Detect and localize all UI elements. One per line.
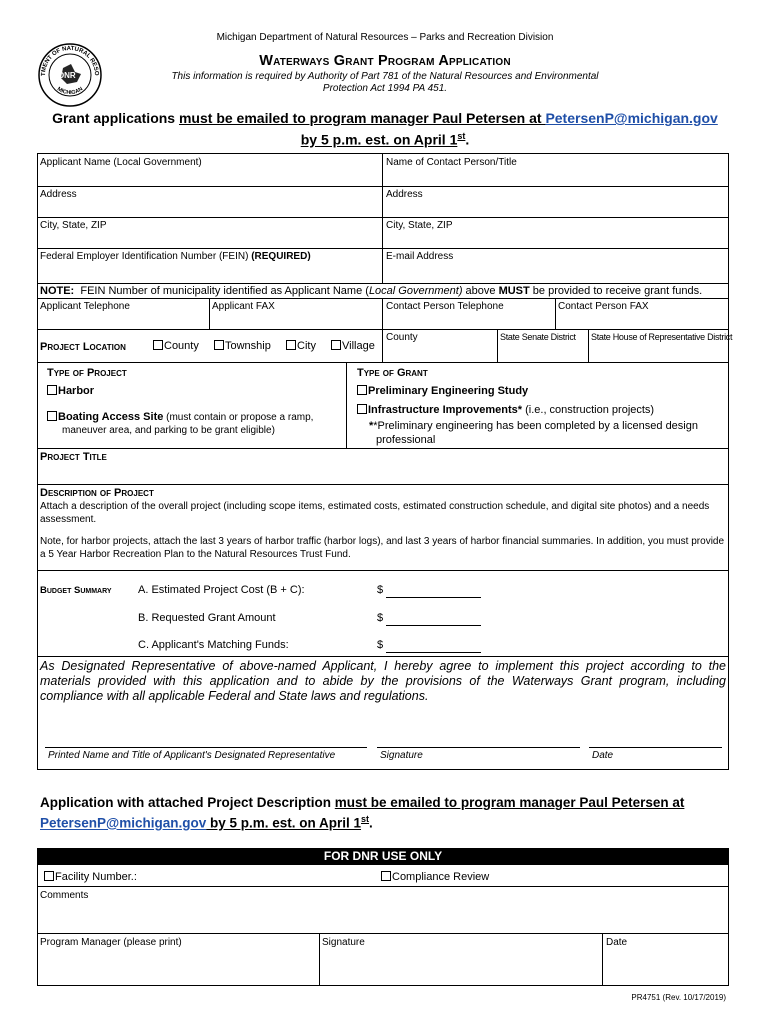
location-county-option[interactable] (153, 340, 199, 352)
notice-underlined: must be emailed to program manager Paul Petersen at (178, 110, 546, 126)
footer-email-link[interactable]: PetersenP@michigan.gov (40, 815, 207, 831)
budget-b-label: B. Requested Grant Amount (138, 612, 276, 624)
note-label: NOTE: (40, 285, 75, 297)
village-checkbox-label: Village (342, 340, 375, 352)
budget-c-dollar: $ (377, 639, 384, 651)
printed-name-line[interactable] (45, 747, 367, 748)
comments-field[interactable]: Comments (40, 890, 89, 901)
preliminary-engineering-option[interactable] (357, 385, 528, 397)
boating-access-label: Boating Access Site (58, 411, 164, 423)
agency-name: Michigan Department of Natural Resources – Parks and Recreation Division (216, 32, 554, 43)
boating-access-checkbox[interactable] (47, 411, 57, 421)
location-city-option[interactable] (286, 340, 316, 352)
compliance-review-label: Compliance Review (392, 871, 490, 883)
type-of-project-heading: Type of Project (47, 367, 127, 379)
budget-a-input[interactable] (386, 597, 481, 598)
fein-field[interactable] (40, 251, 311, 262)
note-text-1: FEIN Number of municipality identified as Applicant Name ( (80, 285, 369, 297)
budget-c-label: C. Applicant's Matching Funds: (138, 639, 289, 651)
footer-notice-rest: by 5 p.m. est. on April 1 (206, 815, 362, 831)
date-label: Date (592, 750, 614, 761)
dnr-signature-field[interactable]: Signature (322, 937, 365, 948)
house-district-field[interactable]: State House of Representative District (591, 332, 733, 342)
notice-pre: Grant applications (52, 110, 179, 126)
facility-number-label: Facility Number.: (55, 871, 137, 883)
dnr-date-field[interactable]: Date (606, 937, 628, 948)
preliminary-engineering-checkbox[interactable] (357, 385, 367, 395)
budget-summary-heading: Budget Summary (40, 585, 112, 596)
authority-text: This information is required by Authority of Part 781 of the Natural Resources and Environmental (171, 71, 599, 82)
city-checkbox-label: City (297, 340, 316, 352)
budget-c-input[interactable] (386, 652, 481, 653)
contact-name-field[interactable]: Name of Contact Person/Title (386, 157, 517, 168)
date-line[interactable] (589, 747, 722, 748)
note-text-2: above (462, 285, 499, 297)
notice-sup: st (457, 131, 466, 141)
note-italic: Local Government) (368, 285, 463, 297)
senate-district-field[interactable]: State Senate District (500, 332, 576, 342)
contact-telephone-field[interactable]: Contact Person Telephone (386, 301, 504, 312)
county-checkbox-label: County (164, 340, 199, 352)
description-text-2: Note, for harbor projects, attach the last 3 years of harbor traffic (harbor logs), and last 3 years of harbor financial summaries. In addition, you must provide a 5 Year Harbor Recreation Plan to the Natural Resources Trust Fund. (40, 536, 725, 560)
seal-text-top: TMENT OF NATURAL RESO (40, 45, 100, 77)
applicant-name-field[interactable]: Applicant Name (Local Government) (40, 157, 202, 168)
signature-label: Signature (380, 750, 423, 761)
note-text-3: be provided to receive grant funds. (529, 285, 703, 297)
infrastructure-label: Infrastructure Improvements* (368, 404, 523, 416)
budget-b-input[interactable] (386, 625, 481, 626)
facility-number-field[interactable] (44, 871, 137, 883)
authority-text-2: Protection Act 1994 PA 451. (322, 83, 448, 94)
note-must: MUST (498, 285, 530, 297)
township-checkbox[interactable] (214, 340, 224, 350)
infrastructure-note: (i.e., construction projects) (522, 404, 655, 416)
boating-access-note: (must contain or propose a ramp, (163, 412, 314, 423)
fein-required: (REQUIRED) (251, 251, 311, 262)
compliance-review-checkbox[interactable] (381, 871, 391, 881)
footer-notice-underlined: must be emailed to program manager Paul Petersen at (334, 795, 685, 810)
preliminary-engineering-label: Preliminary Engineering Study (368, 385, 529, 397)
harbor-option[interactable] (47, 385, 94, 397)
submission-notice (0, 109, 770, 149)
contact-address-field[interactable]: Address (386, 189, 423, 200)
prelim-completed-note-2: professional (376, 434, 436, 446)
project-location-label: Project Location (40, 341, 126, 353)
harbor-checkbox[interactable] (47, 385, 57, 395)
email-field[interactable]: E-mail Address (386, 251, 454, 262)
boating-access-note-2: maneuver area, and parking to be grant eligible) (62, 425, 275, 436)
contact-city-field[interactable]: City, State, ZIP (386, 220, 453, 231)
location-village-option[interactable] (331, 340, 375, 352)
page-title: Waterways Grant Program Application (259, 53, 511, 69)
prelim-completed-note: **Preliminary engineering has been completed by a licensed design (369, 420, 698, 432)
applicant-city-field[interactable]: City, State, ZIP (40, 220, 107, 231)
compliance-review-field[interactable] (381, 871, 489, 883)
notice-deadline: by 5 p.m. est. on April 1 (300, 131, 458, 148)
county-field[interactable]: County (386, 332, 418, 343)
fein-label: Federal Employer Identification Number (FEIN) (40, 251, 249, 262)
city-checkbox[interactable] (286, 340, 296, 350)
footer-notice-sup: st (361, 814, 370, 824)
budget-a-dollar: $ (377, 584, 384, 596)
description-text-1: Attach a description of the overall project (including scope items, estimated costs, estimated construction schedule, and digital site photos) and a needs assessment. (40, 501, 710, 525)
seal-text-bottom: MICHIGAN (55, 86, 85, 97)
agreement-text: As Designated Representative of above-named Applicant, I hereby agree to implement this project according to the materials provided with this application and to abide by the provisions of the Waterways Grant program, including compliance with all applicable Federal and State laws and regulations. (40, 659, 726, 703)
fein-note (40, 285, 702, 297)
notice-end: . (465, 131, 470, 148)
footer-notice-pre: Application with attached Project Description (40, 795, 335, 810)
harbor-label: Harbor (58, 385, 95, 397)
seal-center: DNR (58, 71, 76, 80)
prelim-completed-note-text: *Preliminary engineering has been completed by a licensed design (373, 420, 698, 432)
form-number: PR4751 (Rev. 10/17/2019) (631, 993, 726, 1002)
dnr-use-section (37, 848, 729, 986)
infrastructure-checkbox[interactable] (357, 404, 367, 414)
county-checkbox[interactable] (153, 340, 163, 350)
signature-line[interactable] (377, 747, 580, 748)
dnr-use-heading: FOR DNR USE ONLY (37, 848, 729, 865)
applicant-telephone-field[interactable]: Applicant Telephone (40, 301, 130, 312)
printed-name-label: Printed Name and Title of Applicant's Designated Representative (48, 750, 336, 761)
notice-email-link[interactable]: PetersenP@michigan.gov (545, 110, 718, 126)
facility-number-checkbox[interactable] (44, 871, 54, 881)
township-checkbox-label: Township (225, 340, 271, 352)
applicant-fax-field[interactable]: Applicant FAX (212, 301, 275, 312)
budget-b-dollar: $ (377, 612, 384, 624)
footer-notice-end: . (369, 815, 373, 831)
location-township-option[interactable] (214, 340, 271, 352)
budget-a-label: A. Estimated Project Cost (B + C): (138, 584, 305, 596)
boating-access-option[interactable] (47, 411, 313, 423)
applicant-address-field[interactable]: Address (40, 189, 77, 200)
project-title-field[interactable]: Project Title (40, 451, 107, 463)
contact-fax-field[interactable]: Contact Person FAX (558, 301, 649, 312)
type-of-grant-heading: Type of Grant (357, 367, 428, 379)
program-manager-field[interactable]: Program Manager (please print) (40, 937, 182, 948)
infrastructure-option[interactable] (357, 404, 654, 416)
footer-notice (40, 794, 740, 832)
description-heading: Description of Project (40, 487, 154, 499)
village-checkbox[interactable] (331, 340, 341, 350)
